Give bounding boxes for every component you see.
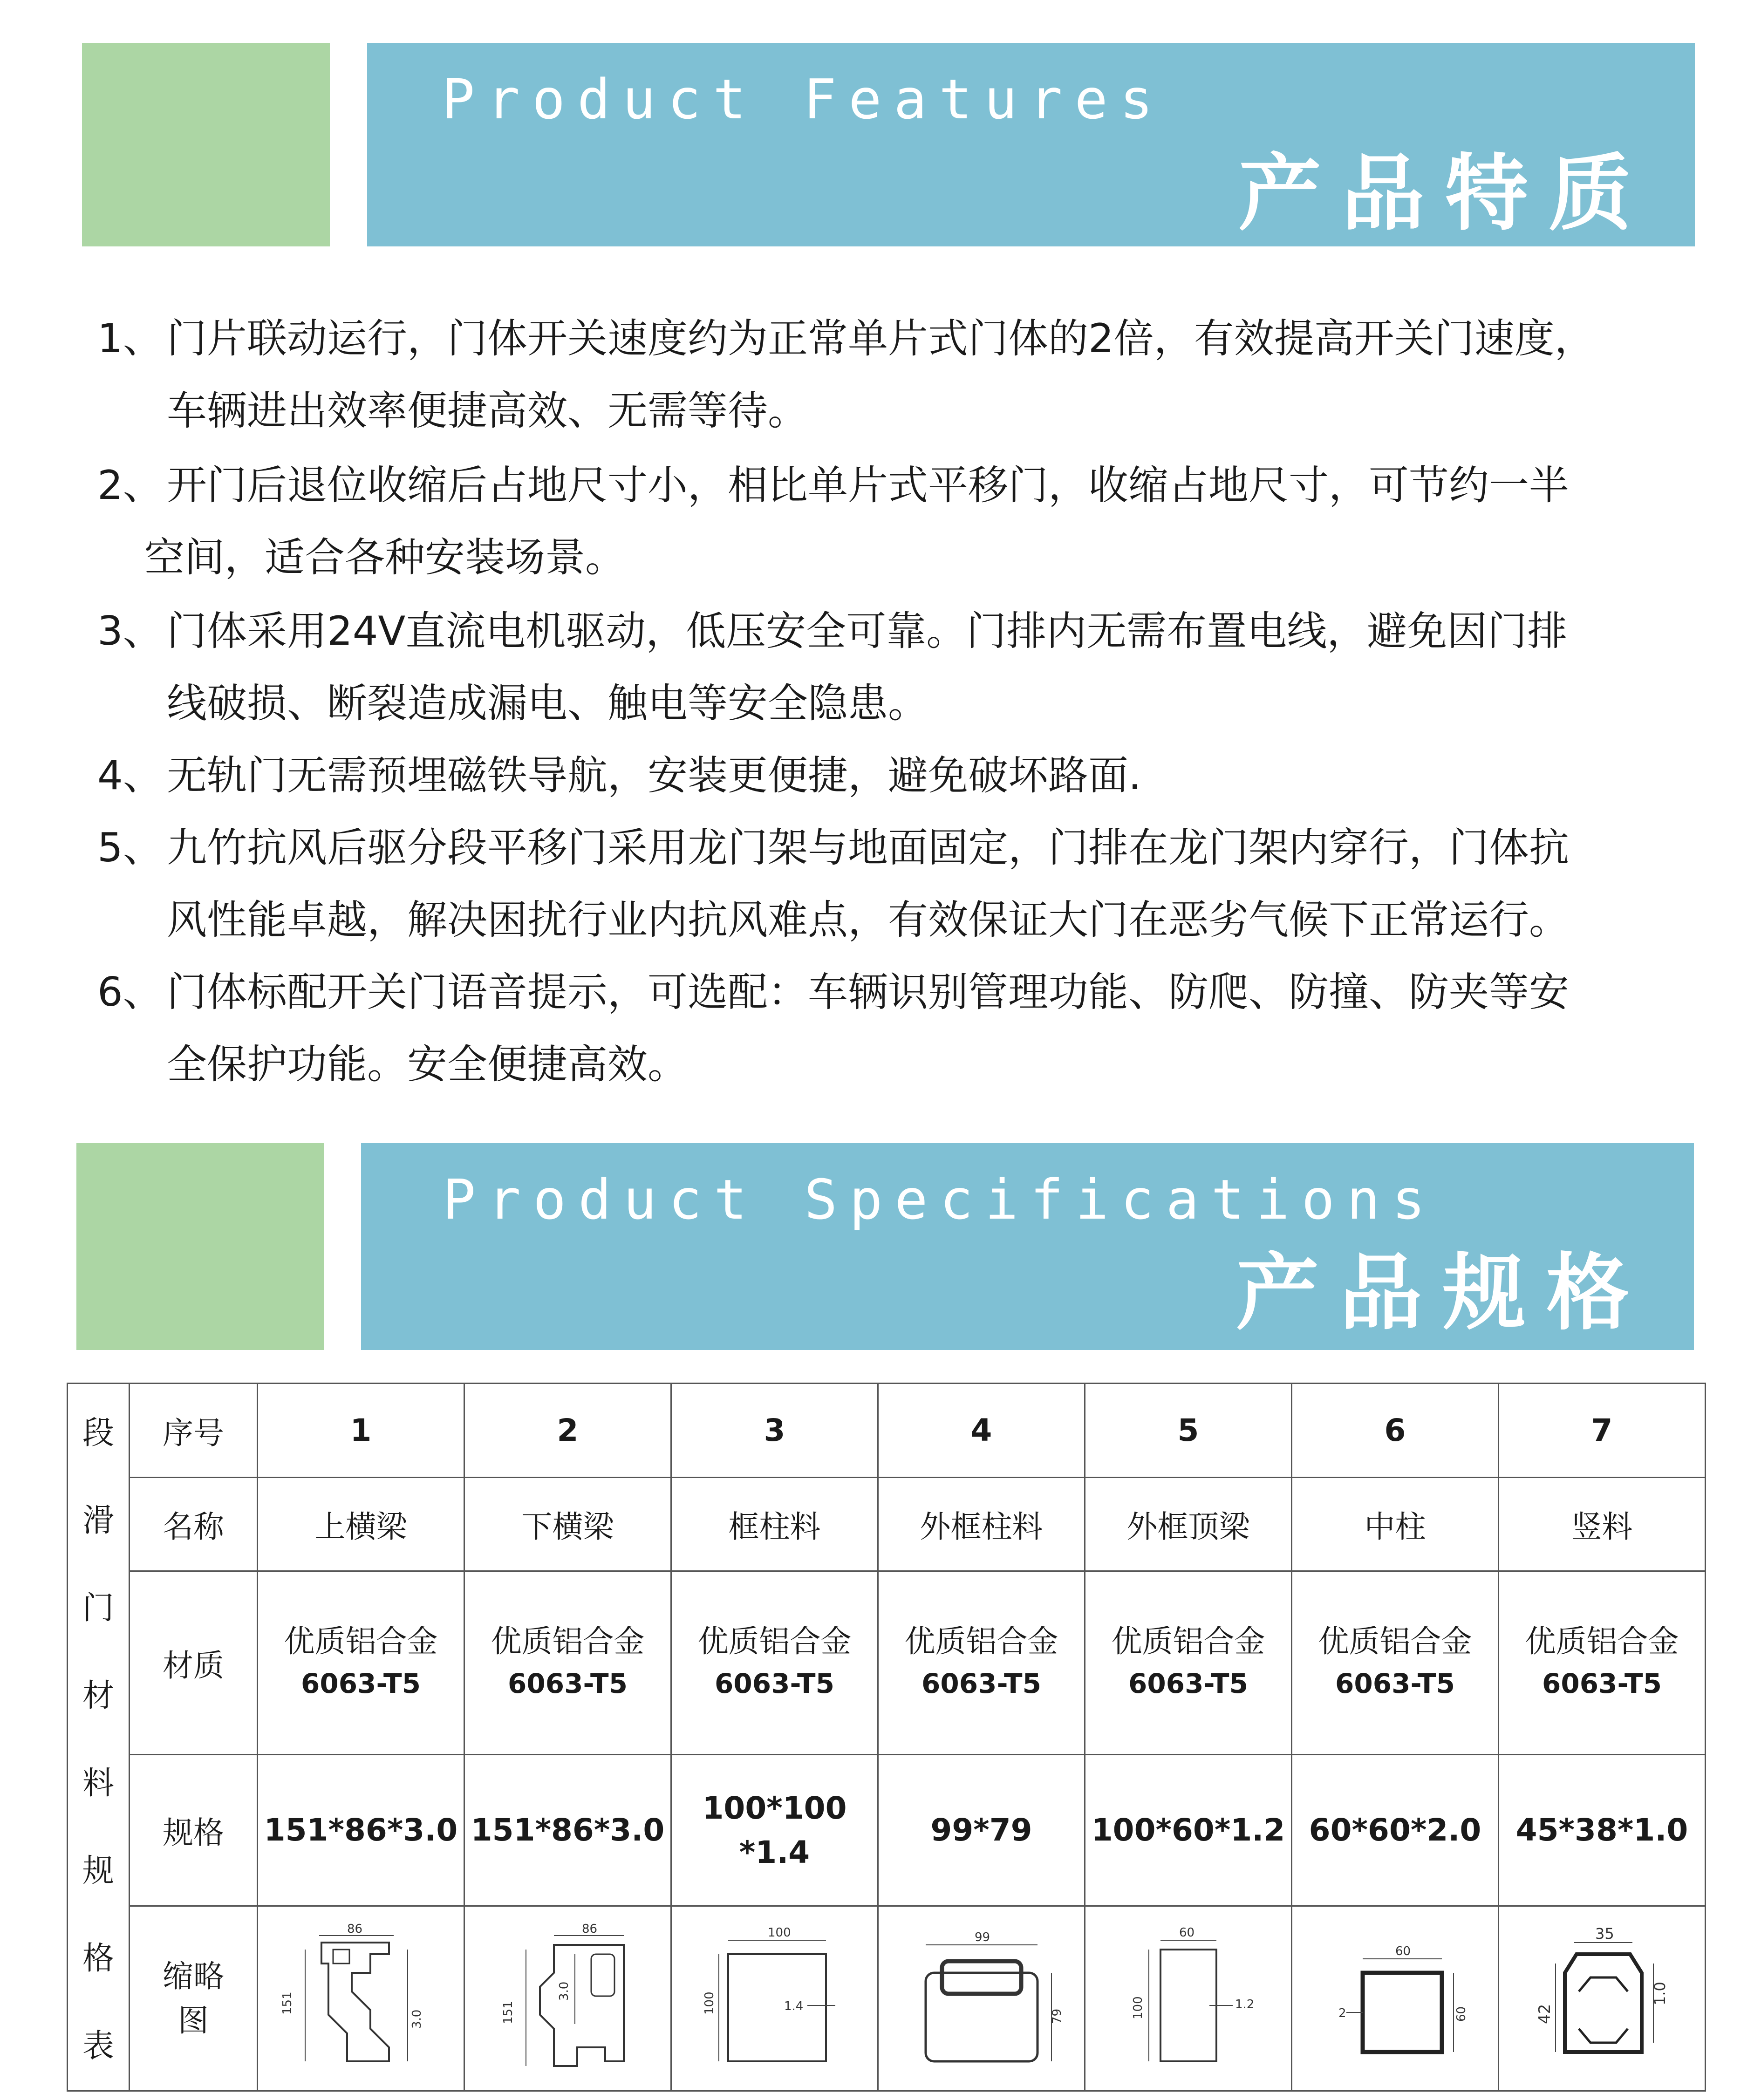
- dim-label: 60: [1395, 1944, 1411, 1959]
- dim-label: 151: [280, 1991, 294, 2015]
- profile-frame-column-drawing: [691, 1922, 859, 2075]
- material-grade: 6063-T5: [1128, 1668, 1248, 1700]
- dim-label: 99: [974, 1930, 990, 1945]
- row-label-name: 名称: [130, 1477, 258, 1571]
- cell-thumbnail: [464, 1906, 671, 2091]
- cell-spec: 99*79: [878, 1754, 1085, 1906]
- material-text: 优质铝合金: [697, 1623, 852, 1660]
- side-title-char: 规: [82, 1853, 114, 1889]
- dim-label: 100: [1131, 1996, 1145, 2020]
- feature-text-line: 门体采用24V直流电机驱动，低压安全可靠。门排内无需布置电线，避免因门排: [167, 608, 1568, 655]
- material-text: 优质铝合金: [1318, 1623, 1472, 1660]
- features-title-cn: 产品特质: [1238, 145, 1652, 242]
- cell-material: [258, 1571, 464, 1755]
- material-text: 优质铝合金: [1525, 1623, 1679, 1660]
- thumb-label: 缩略图: [163, 1958, 224, 2039]
- material-text: 优质铝合金: [1111, 1623, 1265, 1660]
- material-text: 优质铝合金: [284, 1623, 438, 1660]
- cell-index: 6: [1292, 1384, 1499, 1478]
- cell-index: 1: [258, 1384, 464, 1478]
- row-label-index: 序号: [130, 1384, 258, 1478]
- dim-label: 1.4: [784, 1999, 803, 2014]
- side-title-char: 材: [82, 1677, 114, 1714]
- material-grade: 6063-T5: [1542, 1668, 1662, 1700]
- cell-material: [464, 1571, 671, 1755]
- dim-label: 79: [1050, 2008, 1064, 2025]
- dim-label: 100: [702, 1991, 717, 2015]
- cell-spec: 45*38*1.0: [1499, 1754, 1706, 1906]
- feature-number: 1、: [97, 315, 163, 362]
- cell-name: 下横梁: [464, 1477, 671, 1571]
- feature-text-line: 九竹抗风后驱分段平移门采用龙门架与地面固定，门排在龙门架内穿行，门体抗: [167, 825, 1569, 871]
- specs-header-bar: [361, 1143, 1694, 1350]
- feature-text-line: 全保护功能。安全便捷高效。: [167, 1041, 688, 1088]
- cell-thumbnail: [671, 1906, 878, 2091]
- material-grade: 6063-T5: [715, 1668, 834, 1700]
- dim-label: 86: [581, 1922, 597, 1936]
- dim-label: 100: [767, 1926, 791, 1940]
- row-label-spec: 规格: [130, 1754, 258, 1906]
- material-grade: 6063-T5: [301, 1668, 421, 1700]
- side-title-char: 段: [82, 1415, 114, 1452]
- feature-item-4: [98, 740, 1682, 812]
- cell-index: 4: [878, 1384, 1085, 1478]
- feature-number: 5、: [97, 825, 163, 871]
- row-label-thumb: [130, 1906, 258, 2091]
- feature-text-line: 无轨门无需预埋磁铁导航，安装更便捷，避免破坏路面.: [167, 752, 1141, 799]
- feature-number: 2、: [97, 462, 163, 509]
- profile-upper-beam-drawing: [277, 1922, 445, 2075]
- cell-name: 外框顶梁: [1085, 1477, 1292, 1571]
- profile-lower-beam-drawing: [484, 1922, 652, 2075]
- cell-spec: 151*86*3.0: [464, 1754, 671, 1906]
- dim-label: 3.0: [557, 1981, 571, 2001]
- specs-green-block: [76, 1143, 324, 1350]
- material-grade: 6063-T5: [1335, 1668, 1455, 1700]
- dim-label: 35: [1595, 1925, 1614, 1943]
- table-side-title: [68, 1384, 130, 2091]
- row-label-material: 材质: [130, 1571, 258, 1755]
- cell-spec: [671, 1754, 878, 1906]
- cell-index: 5: [1085, 1384, 1292, 1478]
- side-title-char: 格: [82, 1940, 114, 1977]
- dim-label: 2: [1338, 2006, 1346, 2021]
- cell-spec: 60*60*2.0: [1292, 1754, 1499, 1906]
- cell-name: 外框柱料: [878, 1477, 1085, 1571]
- profile-outer-frame-top-beam-drawing: [1105, 1922, 1272, 2075]
- feature-item-6: [98, 956, 1682, 1101]
- cell-spec: 151*86*3.0: [258, 1754, 464, 1906]
- cell-material: [1292, 1571, 1499, 1755]
- feature-item-2: [98, 450, 1682, 594]
- material-text: 优质铝合金: [491, 1623, 645, 1660]
- cell-thumbnail: [1499, 1906, 1706, 2091]
- feature-number: 3、: [97, 608, 163, 655]
- feature-text-line: 开门后退位收缩后占地尺寸小，相比单片式平移门，收缩占地尺寸，可节约一半: [167, 462, 1569, 509]
- dim-label: 42: [1535, 2004, 1554, 2025]
- feature-text-line: 门片联动运行，门体开关速度约为正常单片式门体的2倍，有效提高开关门速度，: [167, 315, 1595, 362]
- cell-material: [671, 1571, 878, 1755]
- profile-outer-frame-column-drawing: [898, 1922, 1065, 2075]
- profile-vertical-drawing: [1518, 1922, 1686, 2075]
- material-grade: 6063-T5: [508, 1668, 628, 1700]
- dim-label: 1.0: [1651, 1982, 1669, 2006]
- cell-name: 竖料: [1499, 1477, 1706, 1571]
- cell-name: 上横梁: [258, 1477, 464, 1571]
- cell-index: 2: [464, 1384, 671, 1478]
- material-grade: 6063-T5: [921, 1668, 1041, 1700]
- feature-text-line: 风性能卓越，解决困扰行业内抗风难点，有效保证大门在恶劣气候下正常运行。: [167, 897, 1569, 943]
- feature-text-line: 门体标配开关门语音提示，可选配：车辆识别管理功能、防爬、防撞、防夹等安: [167, 969, 1569, 1016]
- feature-text-line: 空间，适合各种安装场景。: [144, 534, 625, 581]
- cell-name: 中柱: [1292, 1477, 1499, 1571]
- features-header-bar: [367, 43, 1695, 246]
- cell-material: [1085, 1571, 1292, 1755]
- cell-index: 7: [1499, 1384, 1706, 1478]
- cell-thumbnail: [1085, 1906, 1292, 2091]
- cell-name: 框柱料: [671, 1477, 878, 1571]
- dim-label: 3.0: [410, 2009, 424, 2029]
- spec-line: *1.4: [739, 1834, 810, 1870]
- features-green-block: [82, 43, 330, 246]
- profile-middle-column-drawing: [1311, 1922, 1479, 2075]
- cell-index: 3: [671, 1384, 878, 1478]
- dim-label: 86: [347, 1922, 362, 1936]
- feature-text-line: 线破损、断裂造成漏电、触电等安全隐患。: [167, 680, 928, 727]
- spec-line: 100*100: [702, 1790, 847, 1826]
- material-text: 优质铝合金: [904, 1623, 1058, 1660]
- side-title-char: 门: [82, 1590, 114, 1627]
- cell-material: [1499, 1571, 1706, 1755]
- side-title-char: 料: [82, 1765, 114, 1802]
- feature-number: 6、: [97, 969, 163, 1016]
- feature-number: 4、: [97, 752, 163, 799]
- feature-item-1: [98, 303, 1682, 447]
- cell-thumbnail: [878, 1906, 1085, 2091]
- dim-label: 60: [1454, 2006, 1468, 2022]
- dim-label: 151: [501, 2001, 515, 2025]
- spec-table: [67, 1383, 1706, 2092]
- cell-material: [878, 1571, 1085, 1755]
- features-title-en: Product Features: [442, 67, 1165, 131]
- side-title-char: 表: [82, 2028, 114, 2065]
- feature-item-5: [98, 812, 1682, 956]
- specs-title-en: Product Specifications: [443, 1167, 1437, 1232]
- side-title-char: 滑: [82, 1502, 114, 1539]
- feature-item-3: [98, 595, 1682, 740]
- dim-label: 60: [1179, 1926, 1194, 1940]
- feature-text-line: 车辆进出效率便捷高效、无需等待。: [167, 388, 808, 434]
- dim-label: 1.2: [1235, 1998, 1254, 2012]
- specs-title-cn: 产品规格: [1236, 1245, 1650, 1341]
- cell-thumbnail: [1292, 1906, 1499, 2091]
- cell-spec: 100*60*1.2: [1085, 1754, 1292, 1906]
- cell-thumbnail: [258, 1906, 464, 2091]
